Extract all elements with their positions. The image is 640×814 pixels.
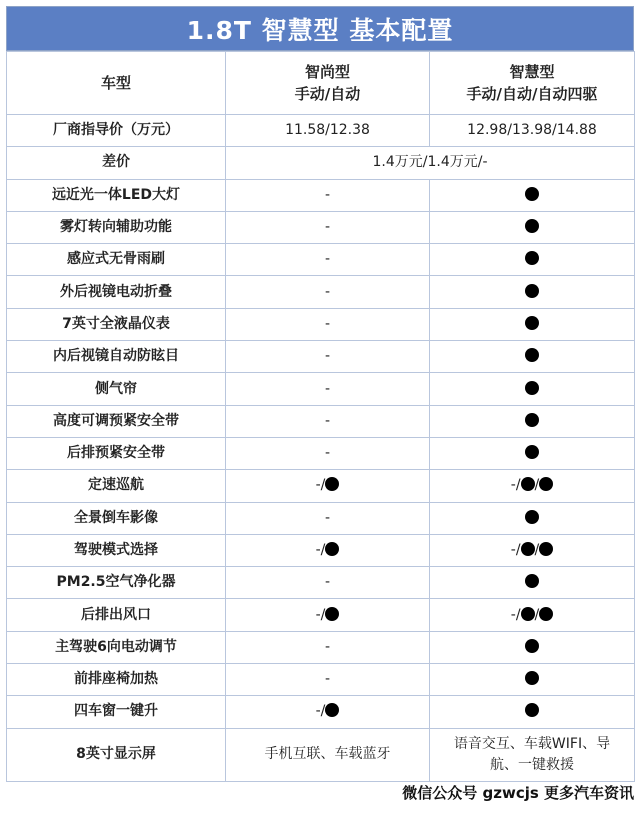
feature-row [7, 534, 635, 566]
feature-row [7, 179, 635, 211]
included-dot-icon [525, 316, 539, 330]
feature-row [7, 696, 635, 728]
feature-label: 四车窗一键升 [7, 696, 226, 728]
included-dot-icon [525, 671, 539, 685]
included-dot-icon [325, 542, 339, 556]
feature-col-1: - [226, 341, 430, 373]
included-dot-icon [521, 542, 535, 556]
feature-col-1: - [226, 244, 430, 276]
feature-col-1: - [226, 437, 430, 469]
feature-row [7, 405, 635, 437]
feature-label: 前排座椅加热 [7, 664, 226, 696]
feature-col-2 [430, 664, 635, 696]
feature-row [7, 567, 635, 599]
feature-col-2 [430, 276, 635, 308]
feature-col-1: - [226, 373, 430, 405]
header-col-1 [226, 52, 430, 115]
config-table [6, 51, 635, 782]
display-col-2 [430, 728, 635, 781]
feature-label: 后排出风口 [7, 599, 226, 631]
feature-col-2 [430, 244, 635, 276]
feature-label: 内后视镜自动防眩目 [7, 341, 226, 373]
feature-col-1: - [226, 308, 430, 340]
feature-row [7, 664, 635, 696]
display-col-1: 手机互联、车载蓝牙 [226, 728, 430, 781]
included-dot-icon [525, 251, 539, 265]
feature-col-2 [430, 567, 635, 599]
included-dot-icon [539, 542, 553, 556]
feature-row [7, 308, 635, 340]
feature-row [7, 470, 635, 502]
feature-col-1: -/ [226, 534, 430, 566]
feature-label: 侧气帘 [7, 373, 226, 405]
feature-col-2: -/ / [430, 534, 635, 566]
header-col-1-name: 智尚型 [304, 63, 350, 81]
included-dot-icon [525, 445, 539, 459]
price-col-1: 11.58/12.38 [226, 115, 430, 147]
feature-label: 定速巡航 [7, 470, 226, 502]
feature-label: 雾灯转向辅助功能 [7, 211, 226, 243]
feature-label: 远近光一体LED大灯 [7, 179, 226, 211]
feature-col-2 [430, 179, 635, 211]
feature-label: PM2.5空气净化器 [7, 567, 226, 599]
feature-col-1: - [226, 664, 430, 696]
feature-col-1: - [226, 631, 430, 663]
feature-label: 外后视镜电动折叠 [7, 276, 226, 308]
display-label: 8英寸显示屏 [7, 728, 226, 781]
feature-col-1: - [226, 567, 430, 599]
feature-col-2 [430, 308, 635, 340]
feature-row [7, 599, 635, 631]
header-col-2-trans: 手动/自动/自动四驱 [466, 85, 598, 103]
included-dot-icon [525, 284, 539, 298]
feature-row [7, 631, 635, 663]
feature-col-1: - [226, 211, 430, 243]
feature-col-1: - [226, 179, 430, 211]
feature-label: 高度可调预紧安全带 [7, 405, 226, 437]
included-dot-icon [525, 413, 539, 427]
price-col-2: 12.98/13.98/14.88 [430, 115, 635, 147]
feature-col-1: -/ [226, 599, 430, 631]
display-col-2-line-1: 语音交互、车载WIFI、导 [453, 735, 611, 752]
diff-label: 差价 [7, 147, 226, 179]
feature-label: 主驾驶6向电动调节 [7, 631, 226, 663]
included-dot-icon [325, 477, 339, 491]
header-row [7, 52, 635, 115]
price-label: 厂商指导价（万元） [7, 115, 226, 147]
feature-col-2 [430, 502, 635, 534]
feature-label: 7英寸全液晶仪表 [7, 308, 226, 340]
header-col-2 [430, 52, 635, 115]
feature-col-2 [430, 437, 635, 469]
feature-col-2 [430, 373, 635, 405]
config-sheet [6, 6, 634, 782]
included-dot-icon [525, 187, 539, 201]
header-label: 车型 [7, 52, 226, 115]
feature-row [7, 276, 635, 308]
feature-col-2: -/ / [430, 470, 635, 502]
included-dot-icon [525, 574, 539, 588]
feature-col-2 [430, 211, 635, 243]
included-dot-icon [521, 607, 535, 621]
feature-col-1: - [226, 502, 430, 534]
display-row [7, 728, 635, 781]
header-col-1-trans: 手动/自动 [294, 85, 361, 103]
feature-row [7, 437, 635, 469]
included-dot-icon [525, 219, 539, 233]
diff-row [7, 147, 635, 179]
feature-label: 全景倒车影像 [7, 502, 226, 534]
included-dot-icon [539, 607, 553, 621]
included-dot-icon [325, 703, 339, 717]
feature-col-1: - [226, 405, 430, 437]
feature-row [7, 502, 635, 534]
sheet-title: 1.8T 智慧型 基本配置 [6, 6, 634, 51]
included-dot-icon [525, 639, 539, 653]
included-dot-icon [539, 477, 553, 491]
feature-row [7, 244, 635, 276]
feature-row [7, 373, 635, 405]
feature-row [7, 341, 635, 373]
diff-value: 1.4万元/1.4万元/- [226, 147, 635, 179]
included-dot-icon [525, 381, 539, 395]
feature-row [7, 211, 635, 243]
included-dot-icon [525, 510, 539, 524]
feature-col-1: - [226, 276, 430, 308]
header-col-2-name: 智慧型 [509, 63, 555, 81]
included-dot-icon [521, 477, 535, 491]
feature-col-1: -/ [226, 696, 430, 728]
feature-col-2 [430, 341, 635, 373]
feature-col-2: -/ / [430, 599, 635, 631]
display-col-2-line-2: 航、一键救援 [490, 756, 574, 773]
included-dot-icon [525, 348, 539, 362]
feature-label: 驾驶模式选择 [7, 534, 226, 566]
included-dot-icon [525, 703, 539, 717]
feature-col-2 [430, 696, 635, 728]
included-dot-icon [325, 607, 339, 621]
footer-watermark: 微信公众号 gzwcjs 更多汽车资讯 [402, 784, 634, 802]
price-row [7, 115, 635, 147]
feature-col-2 [430, 405, 635, 437]
feature-col-1: -/ [226, 470, 430, 502]
feature-col-2 [430, 631, 635, 663]
feature-label: 后排预紧安全带 [7, 437, 226, 469]
feature-label: 感应式无骨雨刷 [7, 244, 226, 276]
